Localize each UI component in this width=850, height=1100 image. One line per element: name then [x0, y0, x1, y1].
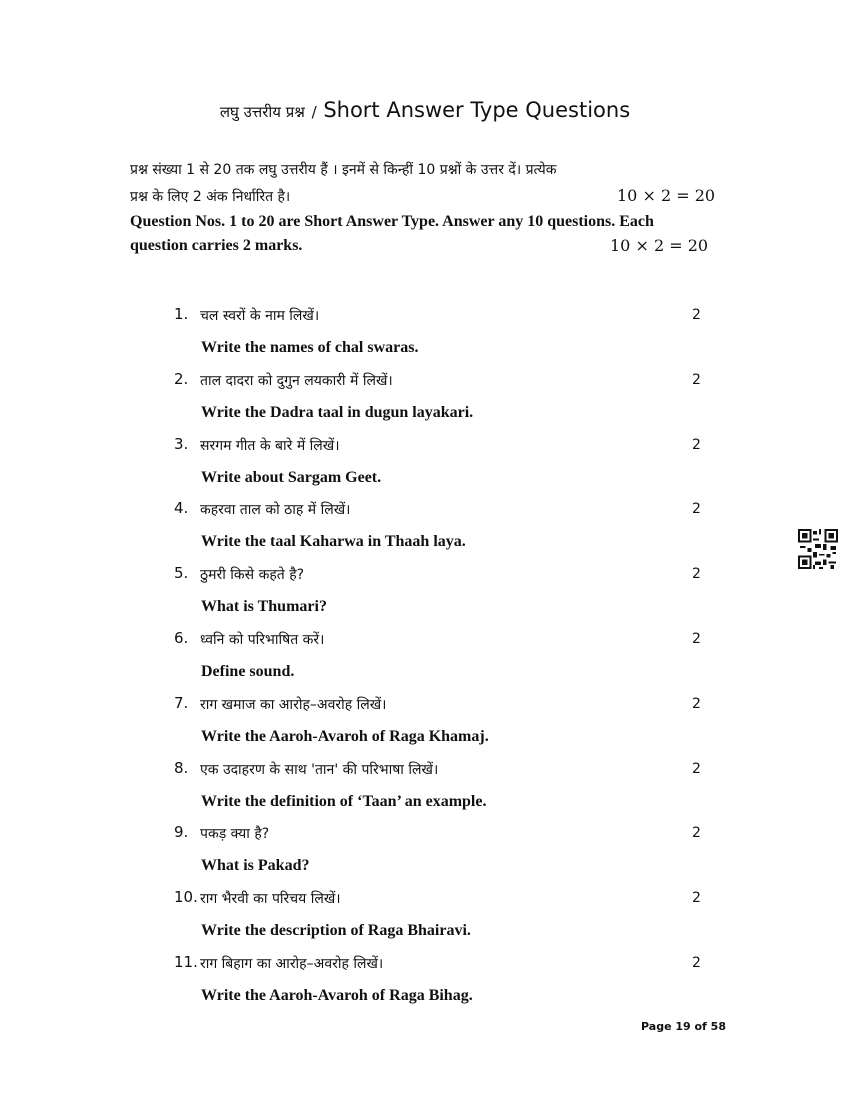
section-title-hindi: लघु उत्तरीय प्रश्न	[219, 103, 305, 121]
question-english: Write the Aaroh-Avaroh of Raga Khamaj.	[201, 727, 489, 745]
question-number: 9.	[174, 823, 189, 842]
question-number: 5.	[174, 564, 189, 583]
section-title-english: Short Answer Type Questions	[323, 98, 631, 122]
question-english: Write about Sargam Geet.	[201, 468, 382, 486]
question-english: Write the taal Kaharwa in Thaah laya.	[201, 533, 466, 551]
question-hindi: ठुमरी किसे कहते है?	[200, 567, 305, 584]
section-title-separator: /	[311, 103, 317, 121]
question-marks: 2	[692, 695, 701, 712]
question-english: What is Thumari?	[201, 598, 327, 616]
question-marks: 2	[692, 955, 701, 971]
question-number: 7.	[174, 693, 189, 712]
question-hindi: ताल दादरा को दुगुन लयकारी में लिखें।	[200, 372, 393, 389]
question-hindi: राग खमाज का आरोह–अवरोह लिखें।	[200, 696, 387, 713]
question-marks: 2	[692, 501, 701, 518]
question-number: 10.	[174, 888, 198, 907]
question-number: 4.	[174, 499, 189, 518]
question-marks: 2	[692, 436, 701, 453]
instructions-hindi-line2: प्रश्न के लिए 2 अंक निर्धारित है।	[130, 189, 291, 205]
question-number: 1.	[174, 305, 189, 323]
instructions-hindi-marks: 10 × 2 = 20	[617, 186, 716, 205]
page-number: Page 19 of 58	[641, 1020, 726, 1033]
question-marks: 2	[692, 371, 701, 388]
question-english: Write the names of chal swaras.	[201, 339, 419, 356]
question-number: 8.	[174, 758, 189, 777]
question-english: Write the definition of ‘Taan’ an example.	[201, 792, 487, 810]
question-marks: 2	[692, 760, 701, 777]
question-hindi: ध्वनि को परिभाषित करें।	[200, 632, 325, 648]
question-english: Write the description of Raga Bhairavi.	[201, 922, 471, 940]
question-english: What is Pakad?	[201, 857, 310, 875]
instructions-english-marks: 10 × 2 = 20	[610, 236, 709, 255]
question-number: 3.	[174, 434, 189, 453]
question-english: Define sound.	[201, 663, 295, 680]
question-hindi: एक उदाहरण के साथ 'तान' की परिभाषा लिखें।	[200, 761, 439, 778]
question-hindi: कहरवा ताल को ठाह में लिखें।	[200, 502, 351, 519]
question-english: Write the Aaroh-Avaroh of Raga Bihag.	[201, 987, 473, 1004]
question-marks: 2	[692, 825, 701, 842]
question-number: 2.	[174, 369, 189, 388]
instructions-english-line2: question carries 2 marks.	[130, 237, 303, 254]
question-marks: 2	[692, 566, 701, 583]
instructions-hindi-line1: प्रश्न संख्या 1 से 20 तक लघु उत्तरीय हैं । इनमें से किन्हीं 10 प्रश्नों के उत्तर दें। प्रत्येक	[130, 162, 557, 178]
section-title	[0, 98, 850, 122]
question-number: 6.	[174, 629, 189, 647]
instructions-english-line1: Question Nos. 1 to 20 are Short Answer Type. Answer any 10 questions. Each	[130, 213, 654, 230]
question-hindi: राग भैरवी का परिचय लिखें।	[200, 891, 341, 908]
question-marks: 2	[692, 890, 701, 907]
question-hindi: पकड़ क्या है?	[200, 826, 270, 843]
question-english: Write the Dadra taal in dugun layakari.	[201, 403, 474, 421]
question-marks: 2	[692, 307, 701, 323]
question-hindi: चल स्वरों के नाम लिखें।	[200, 308, 320, 324]
qr-code	[798, 529, 838, 569]
question-marks: 2	[692, 631, 701, 647]
question-hindi: सरगम गीत के बारे में लिखें।	[200, 437, 340, 454]
question-hindi: राग बिहाग का आरोह–अवरोह लिखें।	[200, 956, 384, 972]
question-number: 11.	[174, 953, 198, 971]
